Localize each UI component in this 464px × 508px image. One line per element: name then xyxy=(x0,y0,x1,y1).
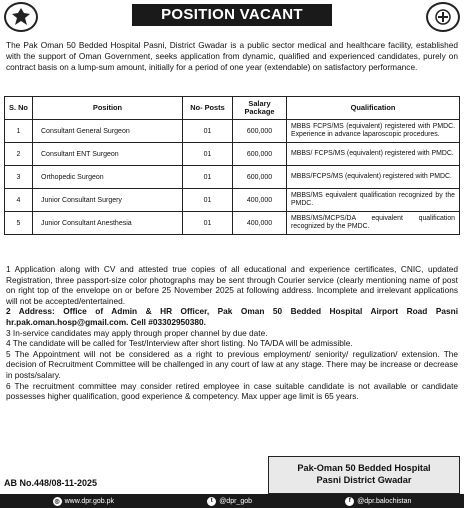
table-row xyxy=(5,120,460,143)
ad-reference-number: AB No.448/08-11-2025 xyxy=(4,478,98,488)
cell-qualification: MBBS/MS/MCPS/DA equivalent qualification recognized by the PMDC. xyxy=(287,212,460,235)
cell-position: Junior Consultant Surgery xyxy=(33,189,183,212)
col-no-posts: No- Posts xyxy=(183,97,233,120)
note-5: 5 The Appointment will not be considered as a right to previous employment/ seniority/ regulization/ extension. The decision of Recruitment Committee will be challenged in any court of law at any stage. There may be increase or decrease in posts/salary. xyxy=(6,348,458,380)
cell-posts: 01 xyxy=(183,166,233,189)
vacancy-table xyxy=(4,96,460,235)
footer-twitter[interactable] xyxy=(207,497,252,506)
table-header-row xyxy=(5,97,460,120)
footer-bar xyxy=(0,494,464,508)
cell-posts: 01 xyxy=(183,143,233,166)
cell-salary: 400,000 xyxy=(233,189,287,212)
cell-posts: 01 xyxy=(183,189,233,212)
note-6: 6 The recruitment committee may consider retired employee in case suitable candidate is not available or candidate possesses higher qualification, good experience & competency. Max upper age limit is 65 years. xyxy=(6,380,458,402)
cell-position: Consultant General Surgeon xyxy=(33,120,183,143)
cell-qualification: MBBS/MS equivalent qualification recognized by the PMDC. xyxy=(287,189,460,212)
globe-icon: ◎ xyxy=(54,498,60,505)
page-title: POSITION VACANT xyxy=(132,4,332,26)
table-row xyxy=(5,143,460,166)
cell-posts: 01 xyxy=(183,212,233,235)
cell-sno: 2 xyxy=(5,143,33,166)
col-sno: S. No xyxy=(5,97,33,120)
cell-salary: 600,000 xyxy=(233,143,287,166)
col-salary: Salary Package xyxy=(233,97,287,120)
cell-qualification: MBBS/FCPS/MS (equivalent) registered with PMDC. xyxy=(287,166,460,189)
issuer-line-2: Pasni District Gwadar xyxy=(316,475,412,485)
table-row xyxy=(5,166,460,189)
footer-website-text: www.dpr.gob.pk xyxy=(64,497,115,505)
cell-posts: 01 xyxy=(183,120,233,143)
cell-sno: 4 xyxy=(5,189,33,212)
table-row xyxy=(5,212,460,235)
government-seal-icon xyxy=(4,2,38,32)
cell-position: Consultant ENT Surgeon xyxy=(33,143,183,166)
cell-salary: 400,000 xyxy=(233,212,287,235)
cell-qualification: MBBS/ FCPS/MS (equivalent) registered with PMDC. xyxy=(287,143,460,166)
intro-paragraph: The Pak Oman 50 Bedded Hospital Pasni, District Gwadar is a public sector medical and healthcare facility, established with the support of Oman Government, seeks application from dynamic, qualified and experienced candidates, purely on contract basis on a lump-sum amount, initially for a period of one year (extendable) on satisfactory performance. xyxy=(6,40,458,72)
table-row xyxy=(5,189,460,212)
footer-twitter-text: @dpr_gob xyxy=(219,497,252,505)
cell-qualification: MBBS FCPS/MS (equivalent) registered with PMDC. Experience in advance laparoscopic procedures. xyxy=(287,120,460,143)
footer-website[interactable] xyxy=(53,497,114,506)
col-qualification: Qualification xyxy=(287,97,460,120)
facebook-icon: f xyxy=(345,497,354,506)
issuer-line-1: Pak-Oman 50 Bedded Hospital xyxy=(297,463,431,473)
cell-salary: 600,000 xyxy=(233,166,287,189)
application-notes xyxy=(6,264,458,402)
issuer-signature-box xyxy=(268,456,460,494)
note-2-address: 2 Address: Office of Admin & HR Officer, Pak Oman 50 Bedded Hospital Airport Road Pasni hr.pak.oman.hosp@gmail.com. Cell #03302950380. xyxy=(6,306,458,327)
col-position: Position xyxy=(33,97,183,120)
note-3: 3 In-service candidates may apply through proper channel by due date. xyxy=(6,327,268,338)
cell-position: Junior Consultant Anesthesia xyxy=(33,212,183,235)
cell-sno: 3 xyxy=(5,166,33,189)
footer-facebook[interactable] xyxy=(345,497,411,506)
note-1: 1 Application along with CV and attested true copies of all educational and experience certificates, CNIC, updated Registration, three passport-size color photographs may be sent through Courier service (clearly mentioning name of post on right top of the envelope on or before 25 November 2025 at following address. Incomplete and irrelevant applications will not be accepted/entertained. xyxy=(6,264,458,306)
cell-salary: 600,000 xyxy=(233,120,287,143)
cell-position: Orthopedic Surgeon xyxy=(33,166,183,189)
cell-sno: 1 xyxy=(5,120,33,143)
hospital-seal-icon xyxy=(426,2,460,32)
footer-facebook-text: @dpr.balochistan xyxy=(357,497,412,505)
cell-sno: 5 xyxy=(5,212,33,235)
note-4: 4 The candidate will be called for Test/Interview after short listing. No TA/DA will be admissible. xyxy=(6,338,353,349)
twitter-icon: t xyxy=(207,497,216,506)
